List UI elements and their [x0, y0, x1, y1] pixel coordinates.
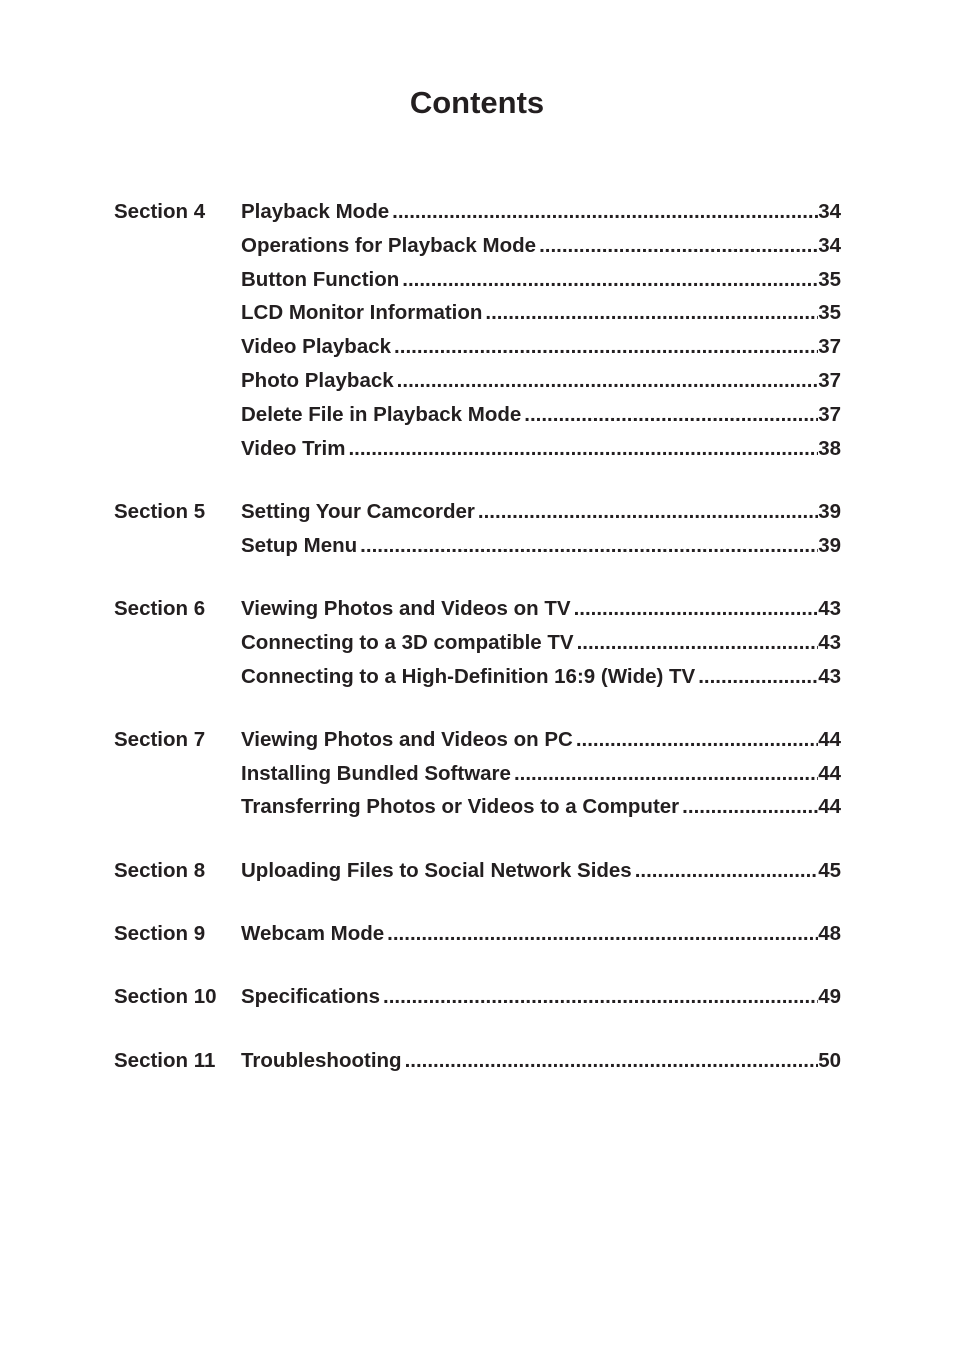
dot-leader — [536, 229, 818, 263]
section-entries — [241, 723, 841, 824]
section-entries — [241, 195, 841, 465]
entry-title: Setting Your Camcorder — [241, 499, 475, 523]
toc-entry[interactable] — [241, 660, 841, 694]
toc-entry[interactable] — [241, 263, 841, 297]
toc-entry[interactable] — [241, 980, 841, 1014]
toc-entry[interactable] — [241, 917, 841, 951]
entry-page-number: 35 — [818, 301, 841, 325]
entry-title: Playback Mode — [241, 200, 390, 223]
entry-title: LCD Monitor Information — [241, 301, 483, 325]
dot-leader — [511, 757, 818, 791]
dot-leader — [389, 195, 818, 229]
section-label: Section 11 — [114, 1048, 216, 1072]
entry-page-number: 45 — [818, 858, 841, 882]
entry-title: Webcam Mode — [241, 922, 385, 946]
dot-leader — [402, 1044, 819, 1078]
dot-leader — [391, 330, 818, 364]
section-entries — [241, 854, 841, 888]
dot-leader — [345, 432, 818, 466]
entry-page-number: 38 — [818, 436, 841, 460]
entry-page-number: 37 — [818, 368, 841, 392]
toc-section — [114, 1044, 841, 1078]
dot-leader — [357, 529, 818, 563]
toc-entry[interactable] — [241, 1044, 841, 1078]
section-entries — [241, 980, 841, 1014]
toc-entry[interactable] — [241, 592, 841, 626]
entry-page-number: 37 — [818, 402, 841, 426]
section-label: Section 5 — [114, 499, 206, 523]
entry-title: Photo Playback — [241, 368, 394, 392]
toc-entry[interactable] — [241, 495, 841, 529]
dot-leader — [574, 626, 819, 660]
dot-leader — [482, 296, 818, 330]
toc-section — [114, 723, 841, 824]
section-entries — [241, 592, 841, 693]
entry-title: Connecting to a 3D compatible TV — [241, 630, 574, 654]
section-label: Section 9 — [114, 922, 206, 946]
dot-leader — [679, 790, 818, 824]
toc-section — [114, 592, 841, 693]
toc-entry[interactable] — [241, 296, 841, 330]
dot-leader — [384, 917, 818, 951]
toc-entry[interactable] — [241, 195, 841, 229]
dot-leader — [632, 854, 818, 888]
entry-title: Specifications — [241, 985, 380, 1009]
entry-page-number: 44 — [818, 795, 841, 819]
section-label: Section 10 — [114, 985, 217, 1009]
entry-title: Uploading Files to Social Network Sides — [241, 858, 632, 882]
toc-entry[interactable] — [241, 229, 841, 263]
dot-leader — [573, 723, 818, 757]
toc-entry[interactable] — [241, 854, 841, 888]
dot-leader — [399, 263, 818, 297]
entry-page-number: 43 — [818, 630, 841, 654]
entry-page-number: 34 — [818, 200, 841, 223]
table-of-contents — [114, 195, 841, 1107]
page-title: Contents — [409, 85, 545, 120]
toc-entry[interactable] — [241, 398, 841, 432]
toc-entry[interactable] — [241, 723, 841, 757]
entry-title: Transferring Photos or Videos to a Computer — [241, 795, 680, 819]
entry-page-number: 35 — [818, 267, 841, 291]
entry-title: Operations for Playback Mode — [241, 233, 537, 257]
section-entries — [241, 917, 841, 951]
entry-page-number: 48 — [818, 922, 841, 946]
entry-page-number: 43 — [818, 664, 841, 688]
toc-entry[interactable] — [241, 330, 841, 364]
section-entries — [241, 1044, 841, 1078]
entry-title: Connecting to a High-Definition 16:9 (Wide) TV — [241, 664, 696, 688]
toc-entry[interactable] — [241, 626, 841, 660]
entry-page-number: 37 — [818, 335, 841, 359]
dot-leader — [521, 398, 818, 432]
entry-title: Button Function — [241, 267, 400, 291]
entry-title: Viewing Photos and Videos on PC — [241, 727, 573, 751]
toc-section — [114, 854, 841, 888]
toc-section — [114, 980, 841, 1014]
section-label: Section 4 — [114, 200, 206, 223]
dot-leader — [394, 364, 819, 398]
toc-entry[interactable] — [241, 757, 841, 791]
entry-page-number: 44 — [818, 761, 841, 785]
entry-title: Setup Menu — [241, 533, 358, 557]
section-entries — [241, 495, 841, 563]
toc-section — [114, 495, 841, 563]
entry-title: Video Playback — [241, 335, 392, 359]
entry-page-number: 49 — [818, 985, 841, 1009]
dot-leader — [475, 495, 818, 529]
entry-title: Viewing Photos and Videos on TV — [241, 596, 571, 620]
dot-leader — [695, 660, 818, 694]
toc-entry[interactable] — [241, 364, 841, 398]
entry-title: Installing Bundled Software — [241, 761, 511, 785]
toc-section — [114, 195, 841, 465]
dot-leader — [380, 980, 818, 1014]
entry-page-number: 39 — [818, 533, 841, 557]
entry-title: Troubleshooting — [241, 1048, 402, 1072]
section-label: Section 7 — [114, 727, 206, 751]
entry-page-number: 44 — [818, 727, 841, 751]
section-label: Section 6 — [114, 596, 206, 620]
toc-entry[interactable] — [241, 432, 841, 466]
entry-title: Video Trim — [241, 436, 346, 460]
dot-leader — [571, 592, 819, 626]
section-label: Section 8 — [114, 858, 206, 882]
entry-page-number: 34 — [818, 233, 841, 257]
entry-page-number: 50 — [818, 1048, 841, 1072]
entry-page-number: 43 — [818, 596, 841, 620]
entry-page-number: 39 — [818, 499, 841, 523]
toc-entry[interactable] — [241, 790, 841, 824]
entry-title: Delete File in Playback Mode — [241, 402, 522, 426]
toc-entry[interactable] — [241, 529, 841, 563]
toc-section — [114, 917, 841, 951]
